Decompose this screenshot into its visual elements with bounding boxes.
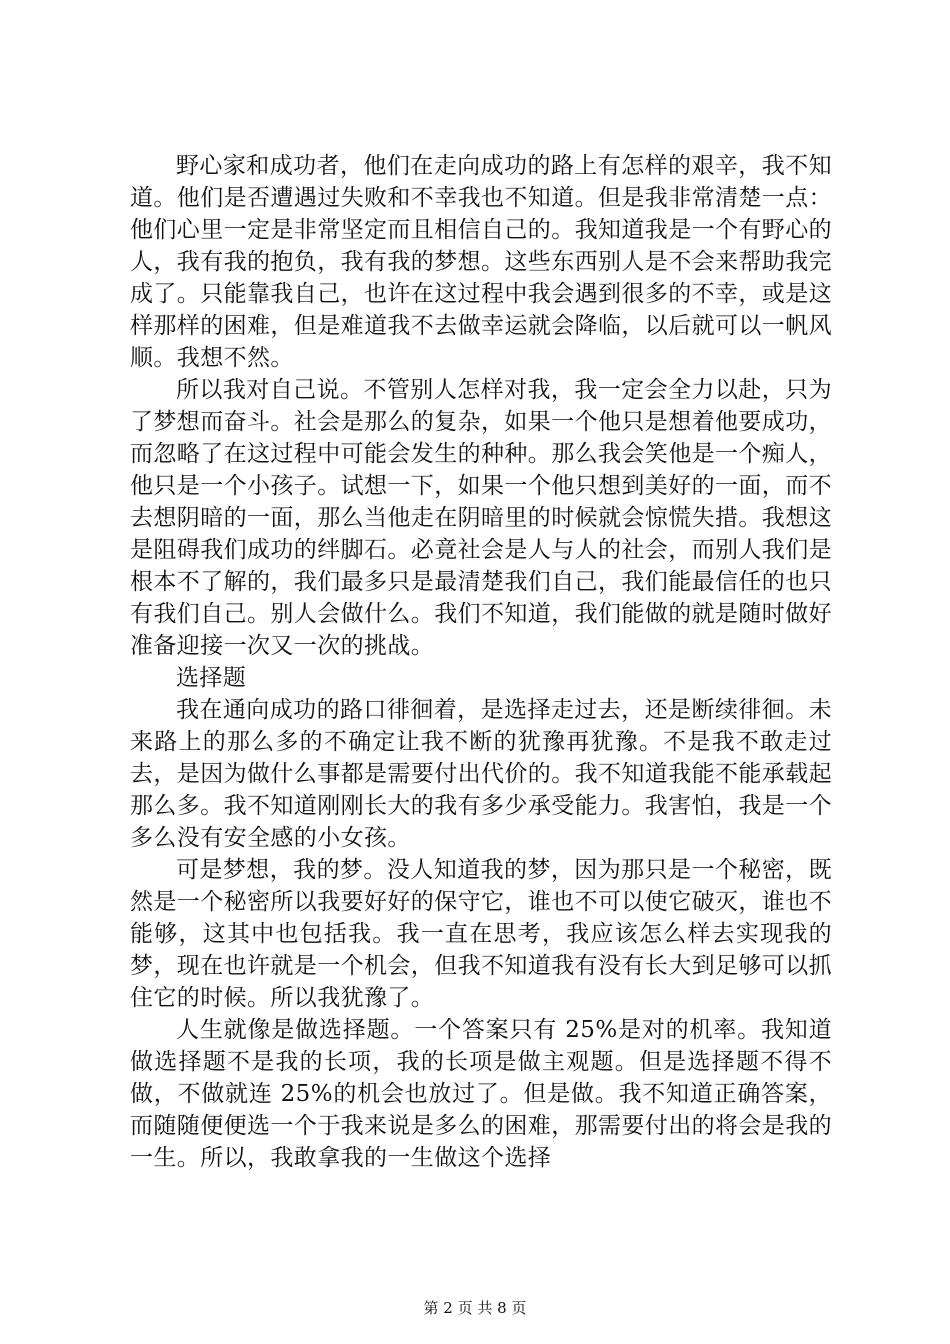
- page-footer: 第 2 页 共 8 页: [423, 1299, 527, 1317]
- paragraph-ambition: 野心家和成功者，他们在走向成功的路上有怎样的艰辛，我不知道。他们是否遭遇过失败和不幸我也不知道。但是我非常清楚一点：他们心里一定是非常坚定而且相信自己的。我知道我是一个有野心的人，我有我的抱负，我有我的梦想。这些东西别人是不会来帮助我完成了。只能靠我自己，也许在这过程中我会遇到很多的不幸，或是这样那样的困难，但是难道我不去做幸运就会降临，以后就可以一帆风顺。我想不然。: [130, 153, 832, 371]
- paragraph-choice: 人生就像是做选择题。一个答案只有 25%是对的机率。我知道做选择题不是我的长项，我的长项是做主观题。但是选择题不得不做，不做就连 25%的机会也放过了。但是做。我不知道正确答案，而随随便便选一个于我来说是多么的困难，那需要付出的将会是我的一生。所以，我敢拿我的一生做这个选择: [130, 1017, 832, 1171]
- document-body: [130, 150, 832, 1174]
- paragraph-struggle: 所以我对自己说。不管别人怎样对我，我一定会全力以赴，只为了梦想而奋斗。社会是那么的复杂，如果一个他只是想着他要成功，而忽略了在这过程中可能会发生的种种。那么我会笑他是一个痴人，他只是一个小孩子。试想一下，如果一个他只想到美好的一面，而不去想阴暗的一面，那么当他走在阴暗里的时候就会惊慌失措。我想这是阻碍我们成功的绊脚石。必竟社会是人与人的社会，而别人我们是根本不了解的，我们最多只是最清楚我们自己，我们能最信任的也只有我们自己。别人会做什么。我们不知道，我们能做的就是随时做好准备迎接一次又一次的挑战。: [130, 377, 832, 659]
- section-heading: 选择题: [176, 665, 247, 691]
- paragraph-dream: 可是梦想，我的梦。没人知道我的梦，因为那只是一个秘密，既然是一个秘密所以我要好好的保守它，谁也不可以使它破灭，谁也不能够，这其中也包括我。我一直在思考，我应该怎么样去实现我的梦，现在也许就是一个机会，但我不知道我有没有长大到足够可以抓住它的时候。所以我犹豫了。: [130, 857, 832, 1011]
- paragraph-hesitation: 我在通向成功的路口徘徊着，是选择走过去，还是断续徘徊。未来路上的那么多的不确定让我不断的犹豫再犹豫。不是我不敢走过去，是因为做什么事都是需要付出代价的。我不知道我能不能承载起那么多。我不知道刚刚长大的我有多少承受能力。我害怕，我是一个多么没有安全感的小女孩。: [130, 697, 832, 851]
